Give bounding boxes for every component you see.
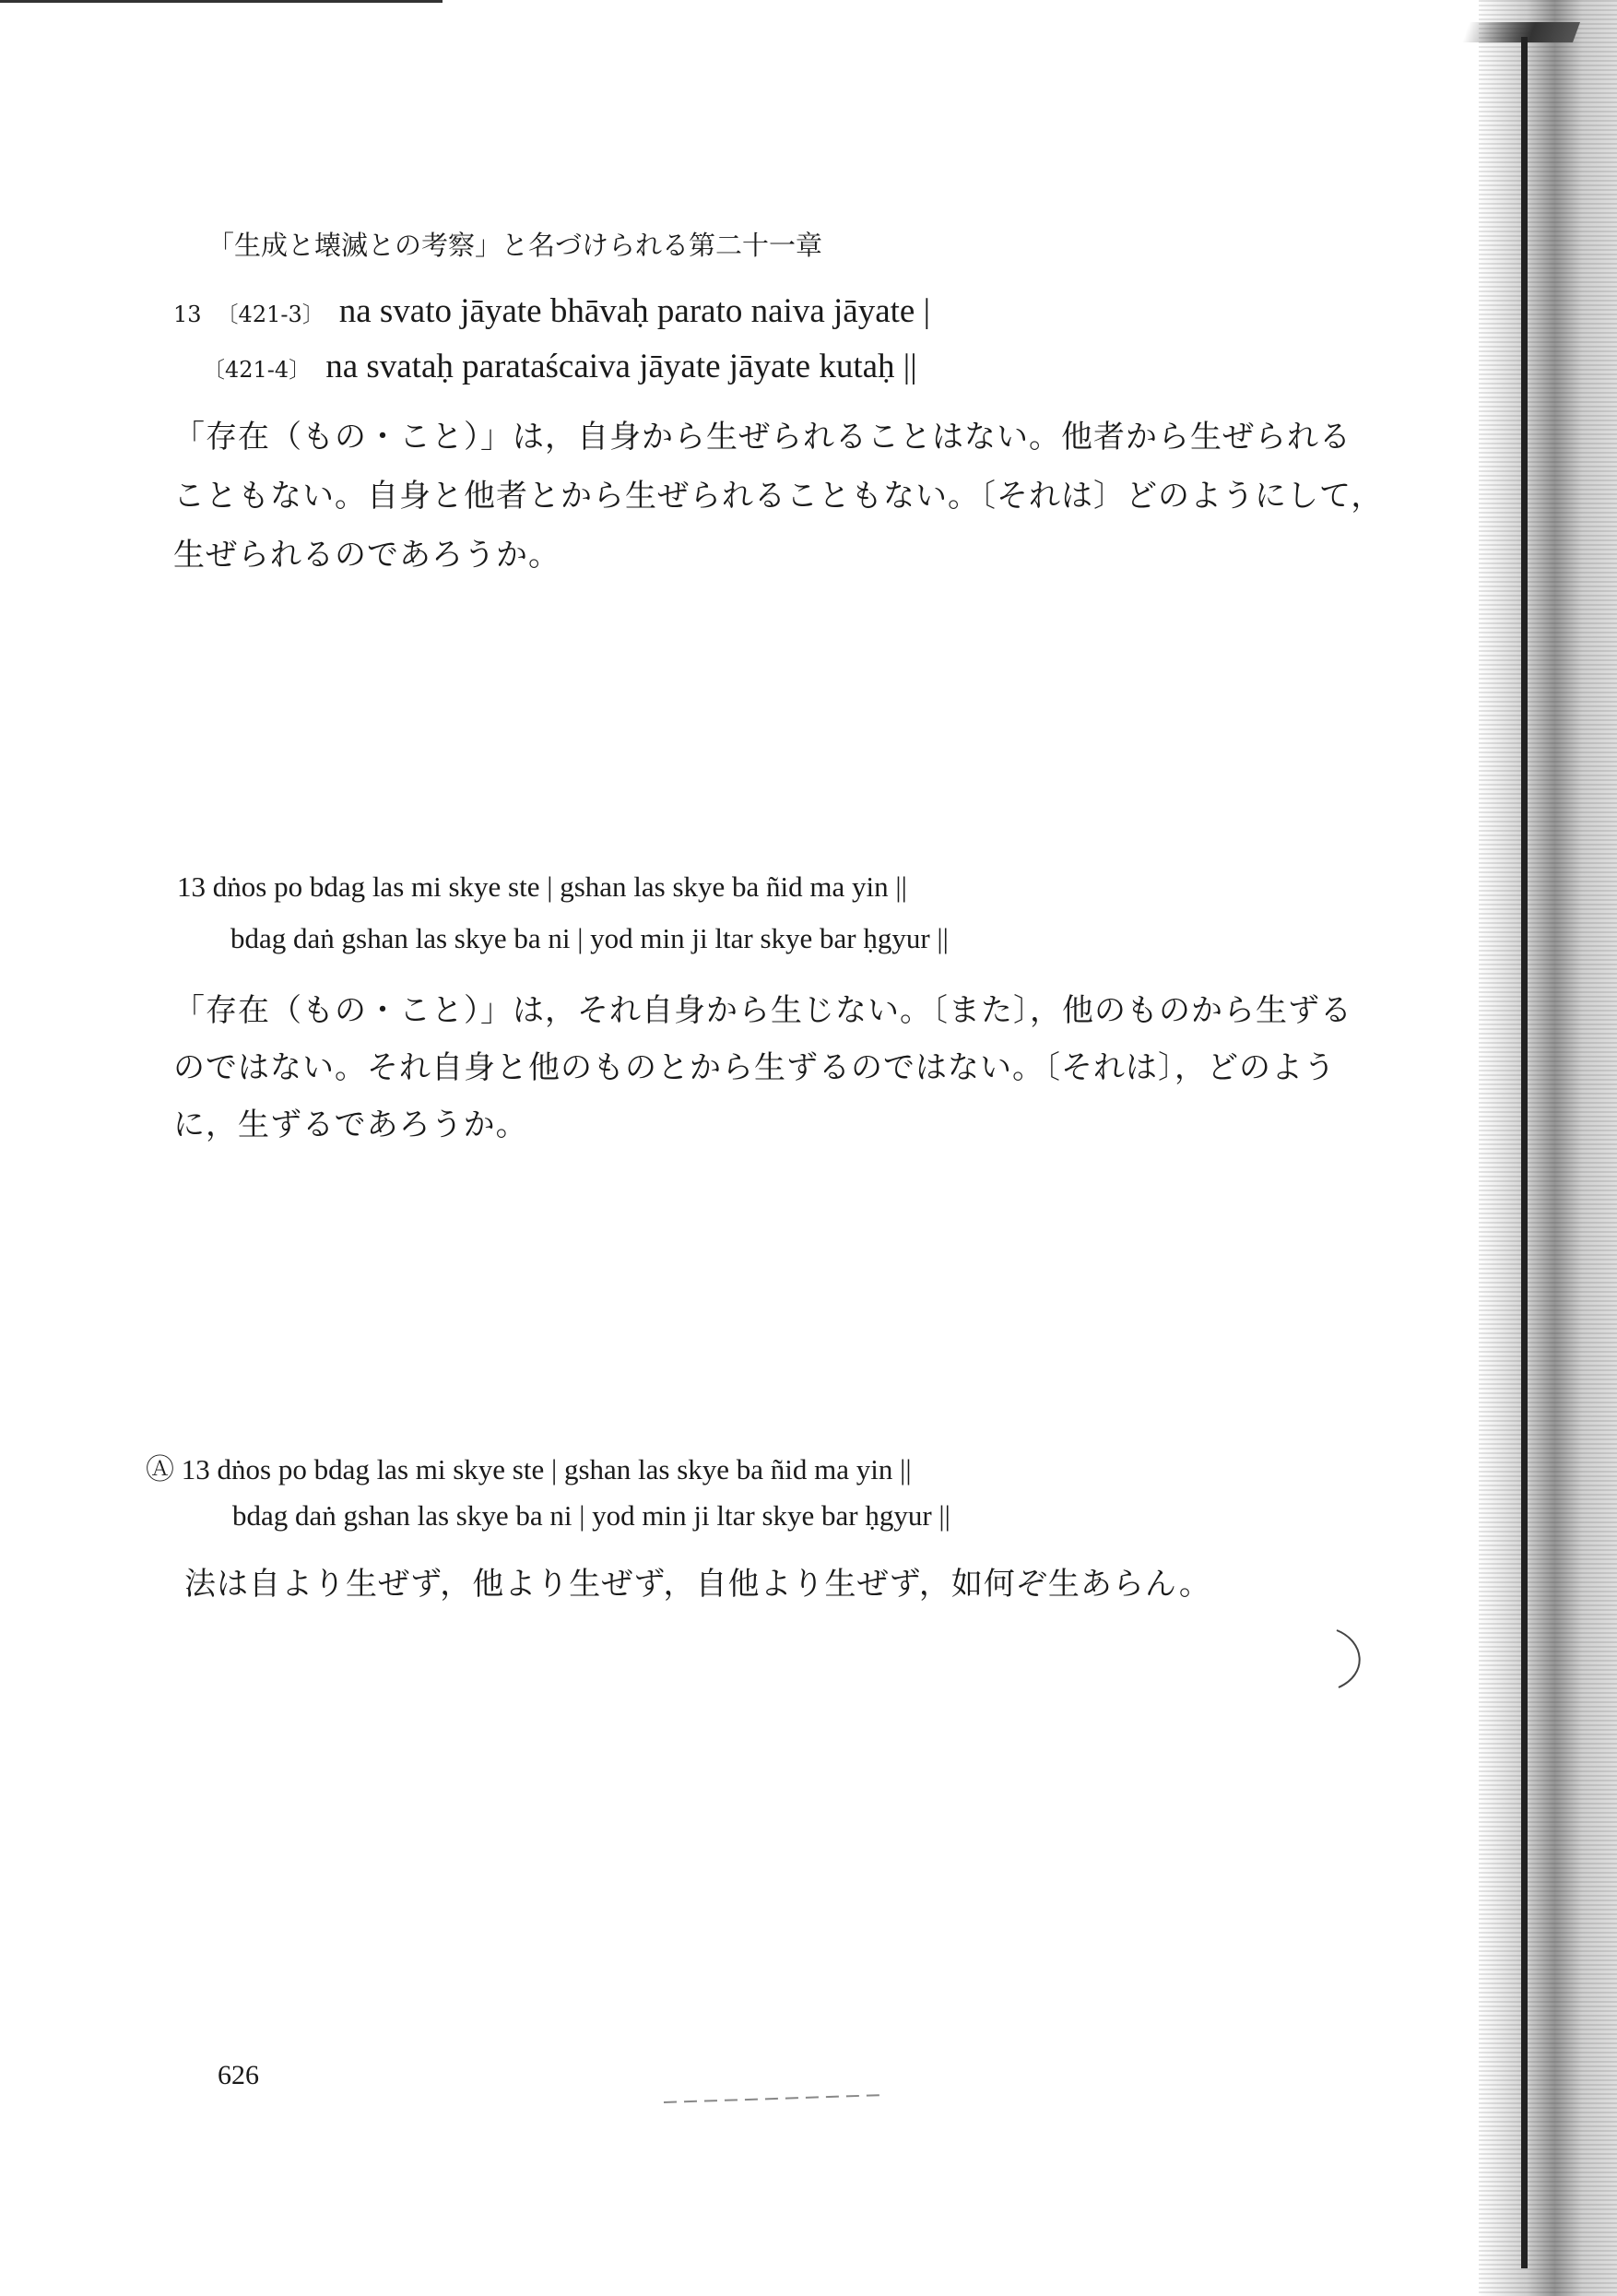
translation-1-line-3: 生ぜられるのであろうか。 (173, 537, 561, 574)
sanskrit-ref-1: 〔421-3〕 (216, 302, 325, 327)
classical-reading: 法は自より生ぜず，他より生ぜず，自他より生ぜず，如何ぞ生あらん。 (184, 1566, 1211, 1603)
tibetan-1-line-1: 13 dṅos po bdag las mi skye ste | gshan las skye ba ñid ma yin || (177, 870, 907, 903)
translation-2-line-2: のではない。それ自身と他のものとから生ずるのではない。〔それは〕，どのよう (173, 1049, 1336, 1086)
binding-gutter-line (1521, 37, 1528, 2268)
tibetan-2-line-2: bdag daṅ gshan las skye ba ni | yod min ji ltar skye bar ḥgyur || (232, 1499, 950, 1532)
tibetan-2-line-1 (146, 1446, 912, 1487)
sanskrit-text-2: na svataḥ parataścaiva jāyate jāyate kutaḥ || (325, 348, 917, 385)
translation-1-line-2: こともない。自身と他者とから生ぜられることもない。〔それは〕どのようにして， (173, 478, 1384, 515)
tibetan-1-line-2: bdag daṅ gshan las skye ba ni | yod min ji ltar skye bar ḥgyur || (230, 922, 949, 954)
sanskrit-ref-2: 〔421-4〕 (203, 357, 312, 383)
sanskrit-line-2 (203, 347, 917, 386)
sanskrit-line-1 (173, 291, 930, 331)
translation-2-line-3: に，生ずるであろうか。 (173, 1107, 528, 1143)
tibetan-2-text-1: 13 dṅos po bdag las mi skye ste | gshan las skye ba ñid ma yin || (181, 1453, 912, 1485)
scan-mark-curve (1328, 1623, 1383, 1697)
sanskrit-text-1: na svato jāyate bhāvaḥ parato naiva jāyate | (338, 292, 930, 330)
chapter-title: 「生成と壊滅との考察」と名づけられる第二十一章 (207, 230, 823, 261)
page-number: 626 (218, 2060, 259, 2090)
book-binding-edge (1479, 0, 1617, 2296)
translation-2-line-1: 「存在（もの・こと）」は，それ自身から生じない。〔また〕，他のものから生ずる (173, 992, 1352, 1029)
circled-a-marker: Ⓐ (146, 1453, 174, 1485)
verse-number: 13 (173, 302, 202, 327)
scan-mark-dashes (645, 2075, 903, 2112)
top-rule (0, 0, 443, 3)
translation-1-line-1: 「存在（もの・こと）」は，自身から生ぜられることはない。他者から生ぜられる (173, 419, 1351, 456)
